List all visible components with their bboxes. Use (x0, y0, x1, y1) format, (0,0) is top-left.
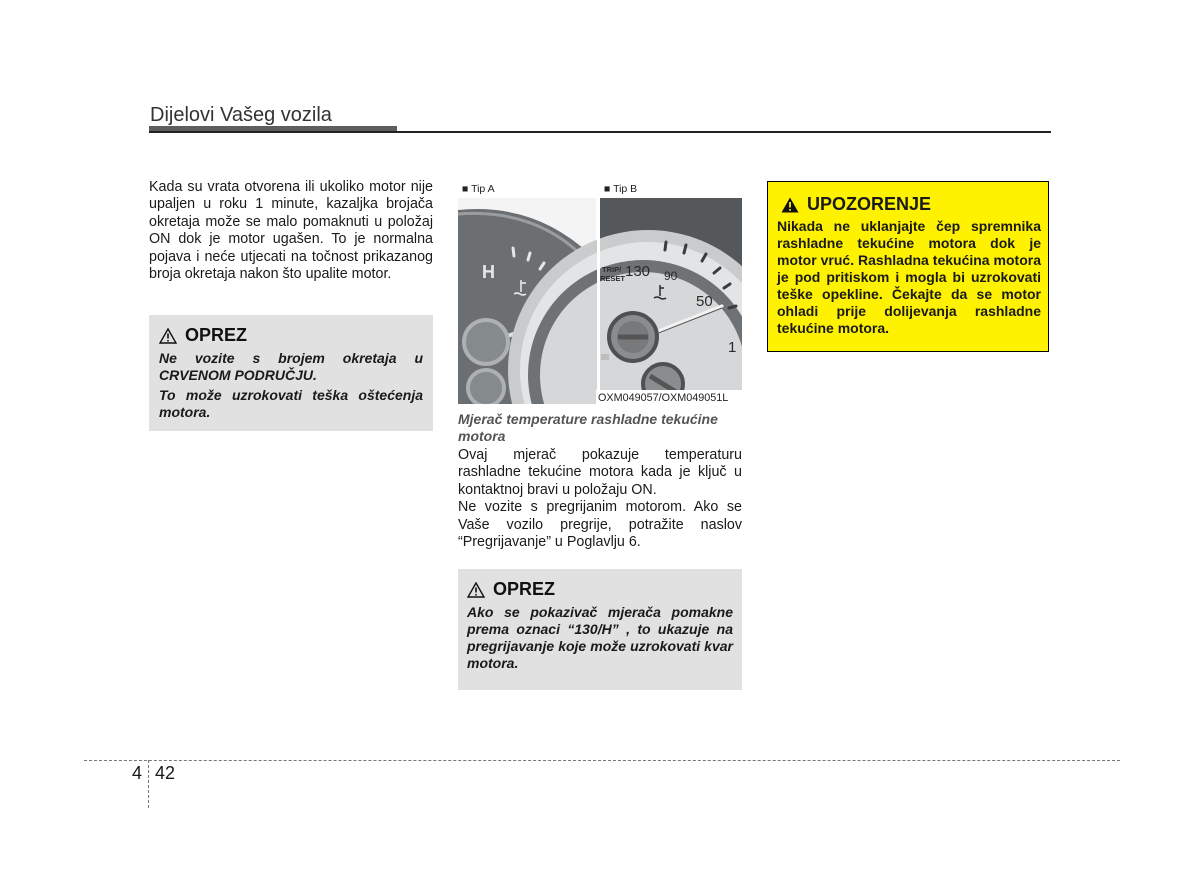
intro-paragraph: Kada su vrata otvorena ili ukoliko motor nije upaljen u roku 1 minute, kazaljka brojača okretaja može se malo pomaknuti u položaj ON dok je motor ugašen. To je normalna pojava i neće utjecati na točnost prikazanog broja okretaja nakon što upalite motor. (149, 179, 433, 283)
warning-text: Nikada ne uklanjajte čep spremnika rashladne tekućine motora dok je motor vruć. Rashladna tekućina motora je pod pritiskom i mogla bi uzrokovati teške opekline. Čekajte da se motor ohladi prije dolijevanja rashladne tekućine motora. (777, 218, 1041, 336)
warning-filled-triangle-icon (781, 197, 799, 213)
warning-title: UPOZORENJE (807, 194, 932, 214)
header-rule (149, 131, 1051, 133)
caution-line-2: To može uzrokovati teška oštećenja motora. (159, 387, 423, 420)
warning-heading (781, 194, 931, 215)
caution-box-overheat (458, 569, 742, 690)
coolant-gauge-figure (458, 180, 742, 404)
warning-box (767, 181, 1049, 352)
gauge-b-trip: TRIP/ (602, 265, 622, 274)
caution-box-rpm (149, 315, 433, 431)
figure-tip-a: ■ Tip A (462, 183, 495, 195)
column2-text (458, 447, 742, 551)
warning-triangle-icon (159, 328, 177, 344)
gauge-a-hot-label: H (482, 262, 495, 282)
caution-line-1: Ne vozite s brojem okretaja u CRVENOM PODRUČJU. (159, 350, 423, 383)
gauge-b-90: 90 (664, 269, 678, 283)
figure-caption: Mjerač temperature rashladne tekućine motora (458, 411, 718, 444)
caution-text: Ako se pokazivač mjerača pomakne prema oznaci “130/H” , to ukazuje na pregrijavanje koje može uzrokovati kvar motora. (467, 604, 733, 671)
section-title: Dijelovi Vašeg vozila (150, 104, 332, 126)
figure-code: OXM049057/OXM049051L (598, 392, 729, 404)
gauge-illustrations (458, 180, 742, 404)
coolant-paragraph-2: Ne vozite s pregrijanim motorom. Ako se Vaše vozilo pregrije, potražite naslov “Pregrijavanje” u Poglavlju 6. (458, 499, 742, 551)
gauge-b-130: 130 (625, 263, 651, 280)
warning-triangle-icon (467, 582, 485, 598)
footer-dashed-divider (148, 760, 149, 808)
caution-heading (159, 325, 423, 346)
caution-heading (467, 579, 733, 600)
gauge-b-reset: RESET (600, 274, 626, 283)
caution-title: OPREZ (493, 579, 556, 599)
page-number: 42 (155, 763, 176, 783)
footer-dashed-rule (84, 760, 1120, 761)
chapter-number: 4 (132, 763, 143, 783)
figure-tip-b: ■ Tip B (604, 183, 638, 195)
caution-title: OPREZ (185, 325, 248, 345)
gauge-b-50: 50 (696, 293, 713, 310)
coolant-paragraph-1: Ovaj mjerač pokazuje temperaturu rashladne tekućine motora kada je ključ u kontaktnoj bravi u položaju ON. (458, 447, 742, 498)
gauge-b-1: 1 (728, 339, 737, 356)
